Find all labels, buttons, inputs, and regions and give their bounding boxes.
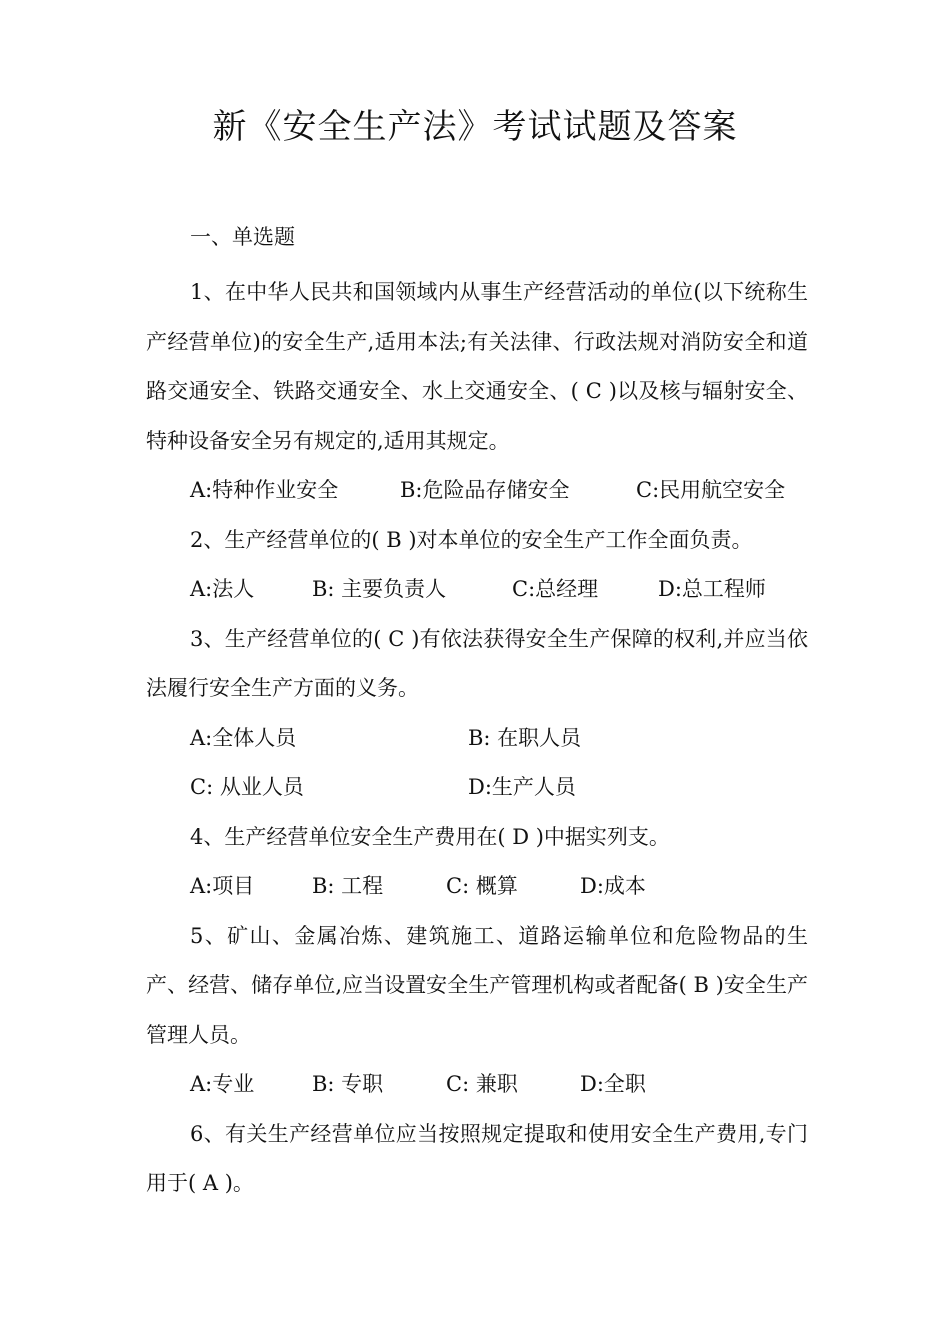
option-a: A:特种作业安全 [190,478,339,502]
question-text: 1、在中华人民共和国领域内从事生产经营活动的单位(以下统称生产经营单位)的安全生产,适用本法;有关法律、行政法规对消防安全和道路交通安全、铁路交通安全、水上交通安全、( C )以及核与辐射安全、特种设备安全另有规定的,适用其规定。 [146,280,808,453]
option-a: A:专业 [190,1072,255,1096]
question-text: 2、生产经营单位的( B )对本单位的安全生产工作全面负责。 [190,527,753,552]
page-title: 新《安全生产法》考试试题及答案 [212,107,738,147]
option-d: D:生产人员 [468,775,576,799]
option-b: B: 专职 [312,1072,384,1096]
options-row [146,763,808,813]
option-b: B: 在职人员 [468,725,582,750]
option-a: A:项目 [190,874,255,898]
section-heading: 一、单选题 [190,225,295,249]
option-d: D:成本 [580,874,646,898]
option-c: C: 从业人员 [190,775,304,799]
options-row [146,565,808,615]
options-row [146,862,808,912]
options-row [146,466,808,516]
option-b: B: 主要负责人 [312,577,447,601]
option-a: A:法人 [190,577,255,601]
option-c: C: 概算 [446,874,518,898]
option-c: C:总经理 [512,577,599,601]
option-c: C:民用航空安全 [636,478,786,502]
option-d: D:总工程师 [658,577,766,601]
option-b: B: 工程 [312,874,384,898]
question-text: 5、矿山、金属冶炼、建筑施工、道路运输单位和危险物品的生产、经营、储存单位,应当设置安全生产管理机构或者配备( B )安全生产管理人员。 [146,923,808,1047]
question-text: 3、生产经营单位的( C )有依法获得安全生产保障的权利,并应当依法履行安全生产方面的义务。 [146,626,808,700]
question-text: 4、生产经营单位安全生产费用在( D )中据实列支。 [190,824,670,849]
question-list [146,268,808,1209]
option-a: A:全体人员 [190,725,297,750]
option-c: C: 兼职 [446,1072,518,1096]
option-b: B:危险品存储安全 [400,478,570,502]
options-row [146,714,808,764]
option-d: D:全职 [580,1072,646,1096]
question-text: 6、有关生产经营单位应当按照规定提取和使用安全生产费用,专门用于( A )。 [146,1121,808,1195]
options-row [146,1060,808,1110]
